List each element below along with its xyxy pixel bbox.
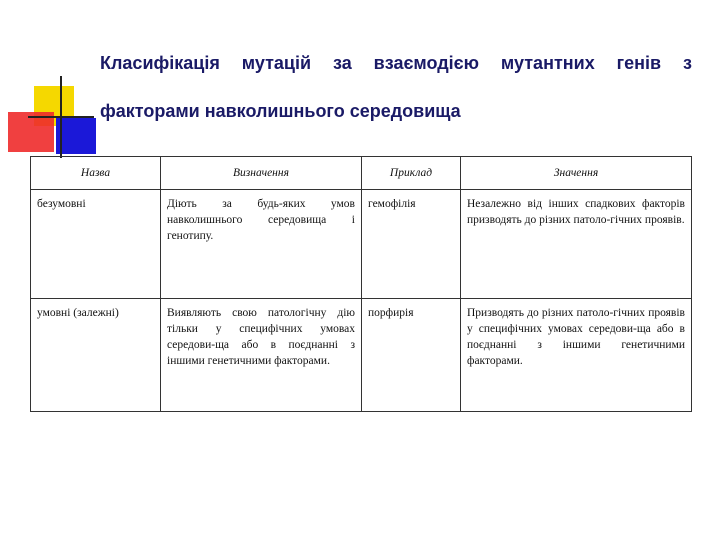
cell-example: гемофілія <box>362 190 461 299</box>
table-row <box>31 190 692 299</box>
cell-definition: Виявляють свою патологічну дію тільки у специфічних умовах середови-ща або в поєднанні з іншими генетичними факторами. <box>161 299 362 412</box>
header-definition: Визначення <box>161 157 362 190</box>
header-significance: Значення <box>461 157 692 190</box>
decor-red-square <box>8 112 54 152</box>
header-name: Назва <box>31 157 161 190</box>
decor-blue-square <box>56 118 96 154</box>
cell-example: порфирія <box>362 299 461 412</box>
cell-significance: Призводять до різних патоло-гічних проявів у специфічних умовах середови-ща або в поєднанні з іншими генетичними факторами. <box>461 299 692 412</box>
mutation-classification-table <box>30 156 692 412</box>
cell-name: умовні (залежні) <box>31 299 161 412</box>
cell-definition: Діють за будь-яких умов навколишнього середовища і генотипу. <box>161 190 362 299</box>
table-row <box>31 299 692 412</box>
slide-title-line2: факторами навколишнього середовища <box>100 101 461 121</box>
cell-significance: Незалежно від інших спадкових факторів призводять до різних патоло-гічних проявів. <box>461 190 692 299</box>
cell-name: безумовні <box>31 190 161 299</box>
decor-horizontal-line <box>28 116 94 118</box>
header-example: Приклад <box>362 157 461 190</box>
table-header-row <box>31 157 692 190</box>
slide-title-line1: Класифікація мутацій за взаємодією мутантних генів з <box>100 53 692 73</box>
